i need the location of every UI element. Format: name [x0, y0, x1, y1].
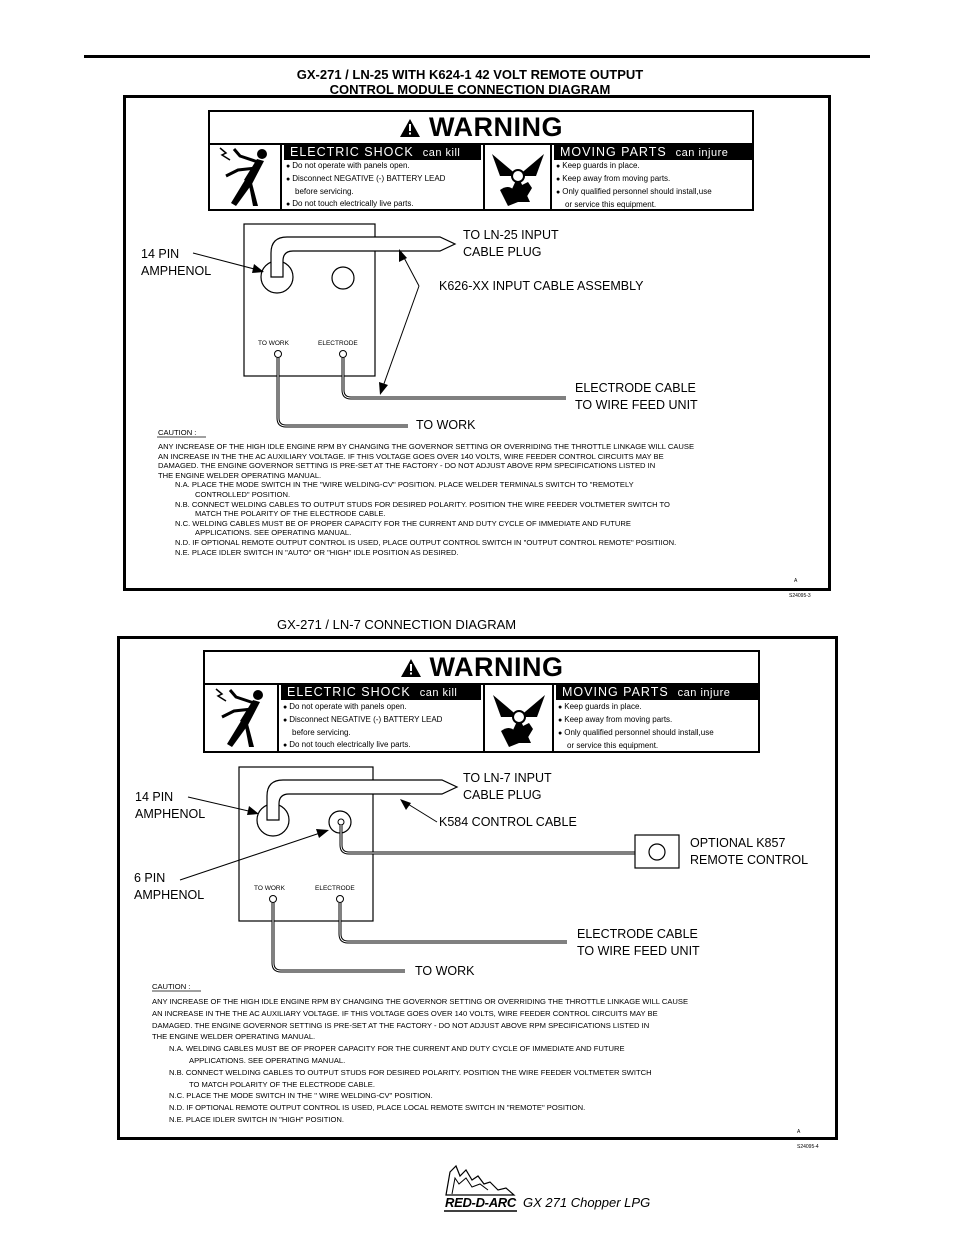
- caution-line: ANY INCREASE OF THE HIGH IDLE ENGINE RPM BY CHANGING THE GOVERNOR SETTING OR OVERRIDING THE THROTTLE LINKAGE WILL CAUSE: [158, 442, 695, 451]
- moving-band-main: MOVING PARTS: [560, 145, 667, 159]
- pin14-label-line1: 14 PIN: [141, 247, 180, 261]
- moving-item: ● Keep away from moving parts.: [556, 173, 712, 186]
- diagram1-title-line2: CONTROL MODULE CONNECTION DIAGRAM: [329, 82, 611, 97]
- moving-item: ● Keep guards in place.: [556, 160, 712, 173]
- note-line: APPLICATIONS. SEE OPERATING MANUAL.: [189, 1055, 346, 1065]
- input-plug-label-line2: CABLE PLUG: [463, 245, 542, 259]
- to-work-label: TO WORK: [416, 418, 476, 432]
- shock-item: ● Do not touch electrically live parts.: [286, 198, 445, 211]
- rev-text: A: [797, 1129, 801, 1135]
- warning-word: WARNING: [429, 112, 563, 142]
- diagram1-title-line1: GX-271 / LN-25 WITH K624-1 42 VOLT REMOTE OUTPUT: [296, 67, 644, 82]
- caution-line: ANY INCREASE OF THE HIGH IDLE ENGINE RPM BY CHANGING THE GOVERNOR SETTING OR OVERRIDING THE THROTTLE LINKAGE WILL CAUSE: [152, 997, 689, 1006]
- shock-item: ● Disconnect NEGATIVE (-) BATTERY LEAD: [286, 173, 445, 186]
- stud-label-electrode: ELECTRODE: [318, 340, 358, 347]
- note-line: N.A. WELDING CABLES MUST BE OF PROPER CAPACITY FOR THE CURRENT AND DUTY CYCLE OF IMMEDIATE AND FUTURE: [169, 1044, 625, 1054]
- shock-item: ● Do not operate with panels open.: [286, 160, 445, 173]
- caution-line: AN INCREASE IN THE THE AC AUXILIARY VOLTAGE. IF THIS VOLTAGE GOES OVER 140 VOLTS, WIRE FEEDER CONTROL CIRCUITS MAY BE: [158, 451, 664, 461]
- moving-item: ● Keep guards in place.: [558, 701, 714, 714]
- note-line: N.C. PLACE THE MODE SWITCH IN THE " WIRE WELDING-CV" POSITION.: [169, 1091, 433, 1101]
- note-line: N.D. IF OPTIONAL REMOTE OUTPUT CONTROL IS USED, PLACE OUTPUT CONTROL SWITCH IN "OUTPUT CONTROL REMOTE" POSITIION.: [175, 537, 677, 547]
- moving-item: ● Only qualified personnel should install,use: [558, 727, 714, 740]
- shock-band-small: can kill: [419, 687, 458, 699]
- shock-item: before servicing.: [292, 728, 351, 737]
- note-line: N.B. CONNECT WELDING CABLES TO OUTPUT STUDS FOR DESIRED POLARITY. POSITION THE WIRE FEEDER VOLTMETER SWITCH TO: [175, 499, 670, 509]
- pin14-label-line2: AMPHENOL: [135, 807, 206, 821]
- note-line: CONTROLLED" POSITION.: [195, 489, 291, 499]
- caution-line: THE ENGINE WELDER OPERATING MANUAL.: [152, 1032, 316, 1042]
- shock-item: ● Disconnect NEGATIVE (-) BATTERY LEAD: [283, 714, 442, 727]
- caution-line: DAMAGED. THE ENGINE GOVERNOR SETTING IS PRE-SET AT THE FACTORY - DO NOT ADJUST ABOVE RPM SPECIFICATIONS LISTED IN: [158, 461, 656, 471]
- caution-heading: CAUTION :: [158, 428, 197, 437]
- pin6-label-line2: AMPHENOL: [134, 888, 205, 902]
- shock-item: before servicing.: [295, 187, 354, 196]
- note-line: N.E. PLACE IDLER SWITCH IN "HIGH" POSITION.: [169, 1114, 345, 1124]
- shock-band-small: can kill: [422, 147, 461, 159]
- caution-line: DAMAGED. THE ENGINE GOVERNOR SETTING IS PRE-SET AT THE FACTORY - DO NOT ADJUST ABOVE RPM SPECIFICATIONS LISTED IN: [152, 1020, 650, 1030]
- caution-heading: CAUTION :: [152, 982, 191, 991]
- assembly-label: K626-XX INPUT CABLE ASSEMBLY: [439, 279, 644, 293]
- note-line: N.C. WELDING CABLES MUST BE OF PROPER CAPACITY FOR THE CURRENT AND DUTY CYCLE OF IMMEDIATE AND FUTURE: [175, 518, 631, 528]
- note-line: MATCH THE POLARITY OF THE ELECTRODE CABLE.: [195, 509, 386, 519]
- remote-control-label-line2: REMOTE CONTROL: [690, 853, 809, 867]
- electrode-cable-label-line2: TO WIRE FEED UNIT: [577, 944, 700, 958]
- caution-line: THE ENGINE WELDER OPERATING MANUAL.: [158, 470, 322, 480]
- stud-label-electrode: ELECTRODE: [315, 885, 355, 892]
- brand-name: RED-D-ARC: [445, 1195, 516, 1210]
- electrode-cable-label-line2: TO WIRE FEED UNIT: [575, 398, 698, 412]
- shock-band-main: ELECTRIC SHOCK: [287, 685, 411, 699]
- moving-item: ● Only qualified personnel should install,use: [556, 186, 712, 199]
- pin14-label-line1: 14 PIN: [135, 790, 174, 804]
- pin14-label-line2: AMPHENOL: [141, 264, 212, 278]
- electrode-cable-label-line1: ELECTRODE CABLE: [577, 927, 698, 941]
- rev-text: A: [794, 578, 798, 584]
- note-line: TO MATCH POLARITY OF THE ELECTRODE CABLE.: [189, 1079, 375, 1089]
- electrode-cable-label-line1: ELECTRODE CABLE: [575, 381, 696, 395]
- note-line: N.E. PLACE IDLER SWITCH IN "AUTO" OR "HIGH" IDLE POSITION AS DESIRED.: [175, 547, 459, 557]
- moving-item: or service this equipment.: [565, 200, 657, 209]
- shock-item: ● Do not operate with panels open.: [283, 701, 442, 714]
- dwg-number: S24095-3: [789, 593, 811, 599]
- remote-control-label-line1: OPTIONAL K857: [690, 836, 786, 850]
- to-work-label: TO WORK: [415, 964, 475, 978]
- control-cable-label: K584 CONTROL CABLE: [439, 815, 577, 829]
- product-name: GX 271 Chopper LPG: [523, 1195, 651, 1210]
- caution-line: AN INCREASE IN THE THE AC AUXILIARY VOLTAGE. IF THIS VOLTAGE GOES OVER 140 VOLTS, WIRE FEEDER CONTROL CIRCUITS MAY BE: [152, 1008, 658, 1018]
- moving-item: ● Keep away from moving parts.: [558, 714, 714, 727]
- moving-item: or service this equipment.: [567, 741, 659, 750]
- moving-band-main: MOVING PARTS: [562, 685, 669, 699]
- input-plug-label-line1: TO LN-7 INPUT: [463, 771, 552, 785]
- stud-label-work: TO WORK: [258, 340, 289, 347]
- dwg-number: S24095-4: [797, 1144, 819, 1150]
- stud-label-work: TO WORK: [254, 885, 285, 892]
- moving-band-small: can injure: [677, 687, 731, 699]
- shock-item: ● Do not touch electrically live parts.: [283, 739, 442, 752]
- warning-word: WARNING: [429, 652, 564, 682]
- moving-band-small: can injure: [675, 147, 729, 159]
- note-line: APPLICATIONS. SEE OPERATING MANUAL.: [195, 528, 352, 538]
- diagram2-title: GX-271 / LN-7 CONNECTION DIAGRAM: [277, 617, 517, 632]
- shock-band-main: ELECTRIC SHOCK: [290, 145, 414, 159]
- input-plug-label-line2: CABLE PLUG: [463, 788, 542, 802]
- note-line: N.D. IF OPTIONAL REMOTE OUTPUT CONTROL IS USED, PLACE LOCAL REMOTE SWITCH IN "REMOTE" POSITION.: [169, 1103, 586, 1113]
- note-line: N.B. CONNECT WELDING CABLES TO OUTPUT STUDS FOR DESIRED POLARITY. POSITION THE WIRE FEEDER VOLTMETER SWITCH: [169, 1067, 652, 1077]
- note-line: N.A. PLACE THE MODE SWITCH IN THE "WIRE WELDING-CV" POSITION. PLACE WELDER TERMINALS SWITCH TO "REMOTELY: [175, 480, 634, 490]
- pin6-label-line1: 6 PIN: [134, 871, 166, 885]
- input-plug-label-line1: TO LN-25 INPUT: [463, 228, 559, 242]
